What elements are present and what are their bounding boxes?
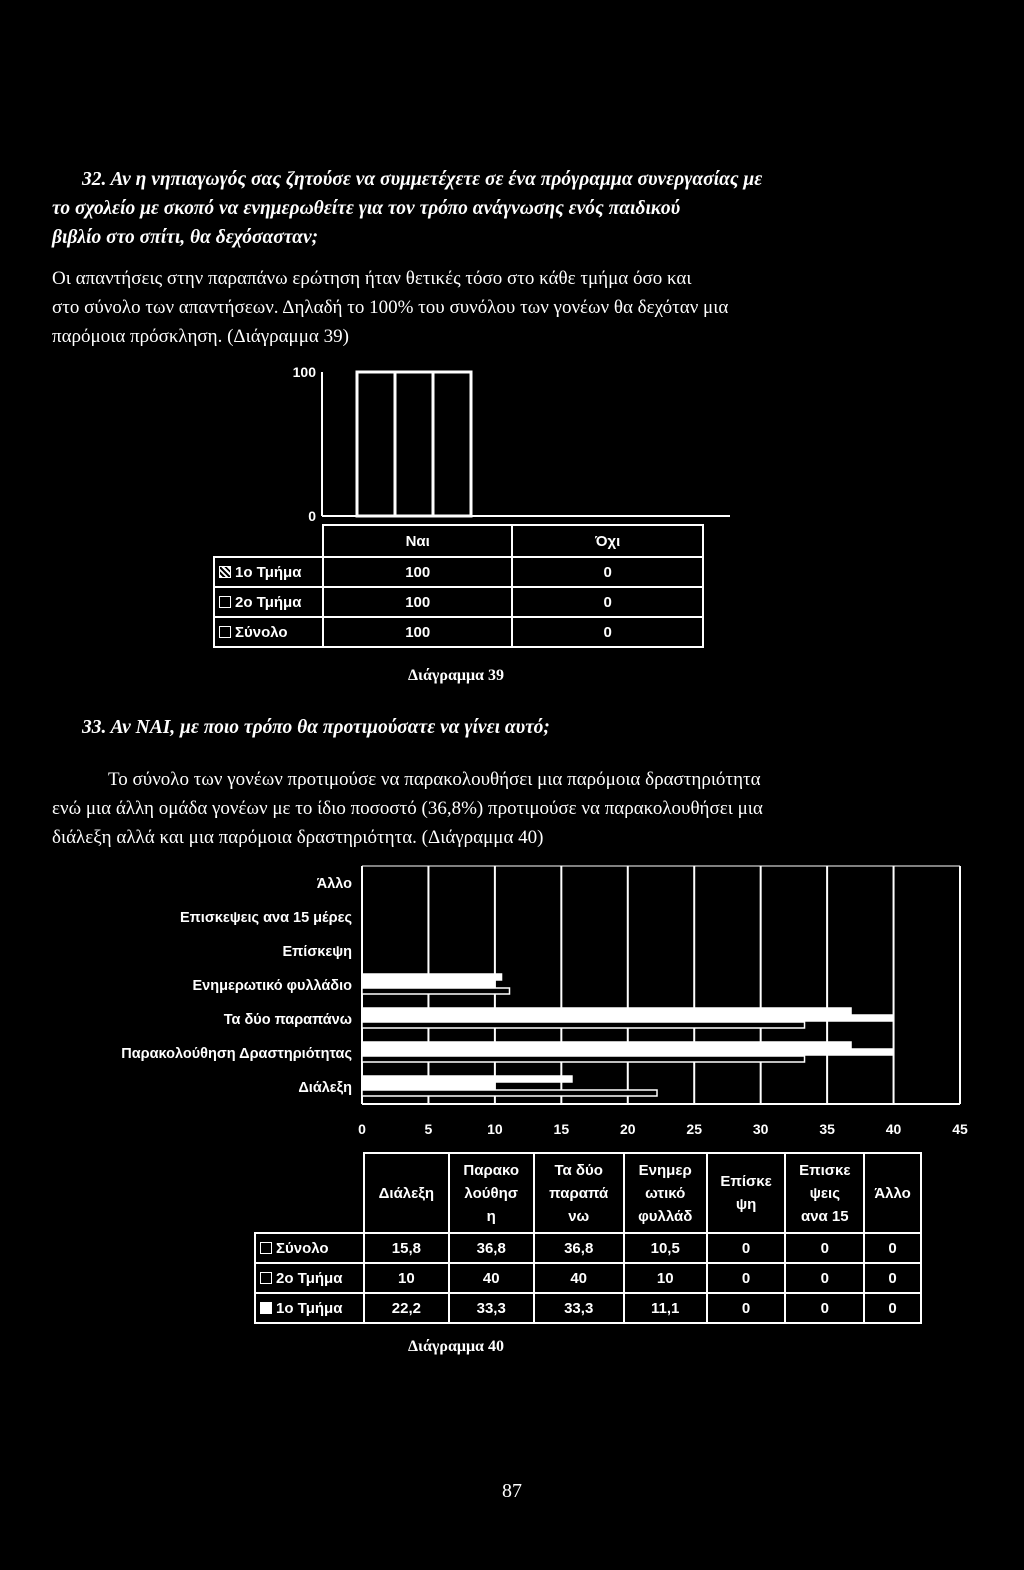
chart-40-caption: Διάγραμμα 40 [408, 1338, 504, 1355]
header-line: ωτικό [645, 1184, 686, 1202]
bar [362, 1042, 851, 1048]
table-cell: 100 [323, 557, 512, 587]
question-32-title-line: 32. Αν η νηπιαγωγός σας ζητούσε να συμμετέχετε σε ένα πρόγραμμα συνεργασίας με [82, 169, 763, 190]
table-row [214, 557, 703, 587]
table-cell: 100 [323, 617, 512, 647]
header-line: λούθησ [464, 1184, 518, 1202]
chart-40-data-table [254, 1152, 922, 1324]
x-tick-label: 5 [424, 1121, 433, 1137]
x-tick-label: 35 [819, 1121, 835, 1137]
table-header-cell [449, 1153, 534, 1233]
category-label: Ενημερωτικό φυλλάδιο [192, 978, 352, 994]
question-32-title-line: βιβλίο στο σπίτι, θα δεχόσασταν; [52, 227, 319, 248]
question-33-title: 33. Αν ΝΑΙ, με ποιο τρόπο θα προτιμούσατε να γίνει αυτό; [82, 717, 550, 738]
legend-cell [214, 617, 323, 647]
legend-swatch [260, 1242, 272, 1254]
table-cell: 100 [323, 587, 512, 617]
table-cell: 0 [512, 557, 703, 587]
series-name: 2ο Τμήμα [276, 1269, 343, 1287]
legend-cell [214, 557, 323, 587]
table-cell: 0 [864, 1233, 921, 1263]
paragraph-line: στο σύνολο των απαντήσεων. Δηλαδή το 100% του συνόλου των γονέων θα δεχόταν μια [52, 297, 729, 318]
chart-40-marks [121, 866, 968, 1137]
category-label: Άλλο [316, 876, 352, 892]
paragraph-line: παρόμοια πρόσκληση. (Διάγραμμα 39) [52, 326, 349, 347]
category-label: Παρακολούθηση Δραστηριότητας [121, 1046, 352, 1062]
table-header-cell [707, 1153, 786, 1233]
bar [362, 1022, 805, 1028]
header-line: Τα δύο [554, 1161, 603, 1179]
paragraph-line: διάλεξη αλλά και μια παρόμοια δραστηριότητα. (Διάγραμμα 40) [52, 827, 544, 848]
series-name: Σύνολο [276, 1239, 329, 1257]
header-line: παραπά [549, 1184, 609, 1202]
table-header-cell: Ναι [323, 525, 512, 557]
table-cell: 33,3 [534, 1293, 624, 1323]
bar [362, 1076, 572, 1082]
question-32-title-line: το σχολείο με σκοπό να ενημερωθείτε για τον τρόπο ανάγνωσης ενός παιδικού [52, 198, 681, 219]
table-cell: 0 [864, 1293, 921, 1323]
table-header-cell [864, 1153, 921, 1233]
bar [357, 372, 395, 516]
table-cell: 10 [364, 1263, 449, 1293]
table-cell: 0 [707, 1233, 786, 1263]
table-row [214, 617, 703, 647]
table-header-row [255, 1153, 921, 1233]
table-cell: 40 [534, 1263, 624, 1293]
legend-cell [255, 1233, 364, 1263]
category-label: Τα δύο παραπάνω [223, 1012, 352, 1028]
header-line: φυλλάδ [638, 1207, 693, 1225]
table-header-cell [624, 1153, 707, 1233]
bar [362, 1015, 894, 1021]
x-tick-label: 0 [358, 1121, 366, 1137]
table-corner [255, 1153, 364, 1233]
header-line: ψη [735, 1196, 757, 1213]
bar [362, 1049, 894, 1055]
legend-swatch [219, 596, 231, 608]
table-cell: 15,8 [364, 1233, 449, 1263]
category-label: Επισκεψεις ανα 15 μέρες [180, 910, 352, 926]
x-tick-label: 45 [952, 1121, 968, 1137]
table-header-cell [534, 1153, 624, 1233]
chart-39-marks [293, 364, 730, 524]
bar [362, 981, 495, 987]
question-33-answer-paragraph [52, 765, 962, 852]
table-cell: 0 [785, 1233, 864, 1263]
legend-cell [214, 587, 323, 617]
header-line: ψεις [809, 1184, 840, 1202]
series-name: 1ο Τμήμα [235, 563, 302, 581]
table-header-cell [364, 1153, 449, 1233]
y-tick-label: 0 [308, 508, 316, 524]
page-number: 87 [502, 1480, 522, 1502]
chart-39-caption: Διάγραμμα 39 [408, 667, 504, 684]
paragraph-line: Το σύνολο των γονέων προτιμούσε να παρακολουθήσει μια παρόμοια δραστηριότητα [108, 769, 761, 790]
legend-swatch [260, 1302, 272, 1314]
legend-cell [255, 1293, 364, 1323]
table-cell: 36,8 [534, 1233, 624, 1263]
legend-cell [255, 1263, 364, 1293]
question-32-answer-paragraph [52, 264, 962, 351]
y-tick-label: 100 [292, 364, 316, 380]
legend-swatch [260, 1272, 272, 1284]
table-cell: 0 [785, 1263, 864, 1293]
table-cell: 0 [707, 1293, 786, 1323]
table-header-cell: Όχι [512, 525, 703, 557]
bar [395, 372, 433, 516]
x-tick-label: 10 [487, 1121, 503, 1137]
category-label: Επίσκεψη [282, 944, 352, 960]
bar [362, 1090, 657, 1096]
header-line: Παρακο [463, 1161, 519, 1179]
table-cell: 0 [785, 1293, 864, 1323]
bar [362, 988, 510, 994]
header-line: Επίσκε [720, 1173, 772, 1190]
table-cell: 0 [512, 587, 703, 617]
table-cell: 0 [864, 1263, 921, 1293]
question-32-title [52, 165, 962, 252]
paragraph-line: Οι απαντήσεις στην παραπάνω ερώτηση ήταν θετικές τόσο στο κάθε τμήμα όσο και [52, 268, 692, 289]
table-cell: 11,1 [624, 1293, 707, 1323]
table-row [214, 587, 703, 617]
bar [433, 372, 471, 516]
table-row [255, 1293, 921, 1323]
chart-40-plot [40, 860, 980, 1150]
legend-swatch [219, 626, 231, 638]
chart-39-data-table [213, 524, 704, 648]
table-cell: 40 [449, 1263, 534, 1293]
bar [362, 1008, 851, 1014]
header-line: Ενημερ [638, 1161, 692, 1179]
series-name: 2ο Τμήμα [235, 593, 302, 611]
table-cell: 10 [624, 1263, 707, 1293]
header-line: η [486, 1207, 496, 1225]
table-cell: 0 [707, 1263, 786, 1293]
table-row [255, 1263, 921, 1293]
table-corner [214, 525, 323, 557]
table-cell: 33,3 [449, 1293, 534, 1323]
header-line: Άλλο [874, 1184, 911, 1202]
bar [362, 1056, 805, 1062]
table-header-row [214, 525, 703, 557]
category-label: Διάλεξη [298, 1080, 352, 1096]
series-name: Σύνολο [235, 623, 288, 641]
x-tick-label: 15 [553, 1121, 570, 1137]
table-header-cell [785, 1153, 864, 1233]
table-cell: 10,5 [624, 1233, 707, 1263]
bar [362, 1083, 495, 1089]
x-tick-label: 30 [752, 1121, 769, 1137]
header-line: ανα 15 [800, 1207, 849, 1225]
header-line: νω [568, 1207, 590, 1225]
series-name: 1ο Τμήμα [276, 1299, 343, 1317]
chart-39-plot [270, 360, 740, 530]
table-cell: 22,2 [364, 1293, 449, 1323]
x-tick-label: 25 [686, 1121, 703, 1137]
x-tick-label: 20 [619, 1121, 636, 1137]
header-line: Επισκε [799, 1161, 851, 1179]
x-tick-label: 40 [885, 1121, 902, 1137]
table-row [255, 1233, 921, 1263]
table-cell: 0 [512, 617, 703, 647]
legend-swatch [219, 566, 231, 578]
bar [362, 974, 502, 980]
paragraph-line: ενώ μια άλλη ομάδα γονέων με το ίδιο ποσοστό (36,8%) προτιμούσε να παρακολουθήσει μια [52, 798, 763, 819]
header-line: Διάλεξη [378, 1184, 435, 1202]
table-cell: 36,8 [449, 1233, 534, 1263]
